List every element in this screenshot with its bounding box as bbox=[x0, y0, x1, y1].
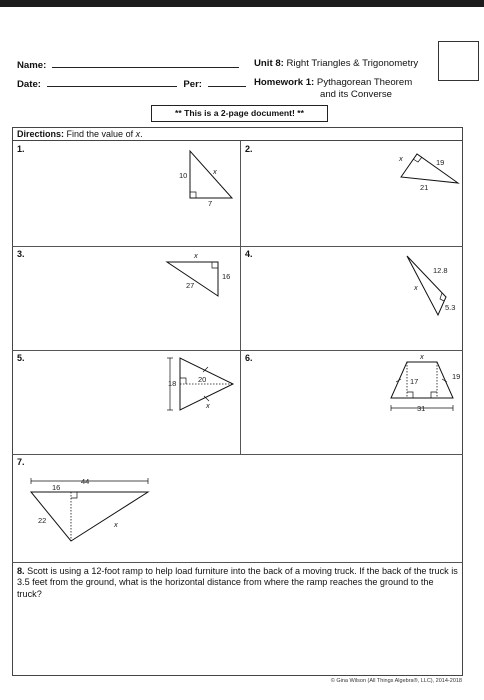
p6-base-31: 31 bbox=[417, 404, 426, 413]
problem-6-trapezoid bbox=[391, 352, 460, 413]
p7-side-x: x bbox=[114, 520, 118, 529]
p6-height-17: 17 bbox=[410, 377, 419, 386]
p6-side-19: 19 bbox=[452, 372, 461, 381]
p5-side-20: 20 bbox=[198, 375, 207, 384]
problem-7-number: 7. bbox=[17, 457, 25, 467]
per-label: Per: bbox=[183, 79, 203, 90]
p5-side-18: 18 bbox=[168, 379, 177, 388]
p7-side-16: 16 bbox=[52, 483, 61, 492]
p4-side-x: x bbox=[414, 283, 418, 292]
p5-side-x: x bbox=[206, 401, 210, 410]
p3-side-16: 16 bbox=[222, 272, 231, 281]
p2-side-19: 19 bbox=[436, 158, 445, 167]
date-label: Date: bbox=[17, 79, 41, 90]
problem-2-number: 2. bbox=[245, 144, 253, 154]
problem-5-number: 5. bbox=[17, 353, 25, 363]
question-8 bbox=[17, 566, 459, 600]
homework-title-line2: and its Converse bbox=[320, 89, 392, 100]
p3-side-27: 27 bbox=[186, 281, 195, 290]
question-8-number: 8. bbox=[17, 566, 25, 576]
problem-5-triangle bbox=[167, 358, 233, 410]
p1-side-x: x bbox=[213, 167, 217, 176]
question-8-text: Scott is using a 12-foot ramp to help load furniture into the back of a moving truck. If the back of the truck is 3.5 feet from the ground, what is the horizontal distance from where the ramp reaches the ground to the truck? bbox=[17, 566, 458, 599]
p3-side-x: x bbox=[194, 251, 198, 260]
problem-3-number: 3. bbox=[17, 249, 25, 259]
two-page-notice: ** This is a 2-page document! ** bbox=[151, 105, 328, 122]
directions-period: . bbox=[140, 129, 143, 139]
problem-7-triangle bbox=[31, 477, 148, 541]
p1-side-10: 10 bbox=[179, 171, 188, 180]
problem-3-triangle bbox=[167, 251, 230, 296]
p2-side-21: 21 bbox=[420, 183, 429, 192]
unit-label: Unit 8: bbox=[254, 58, 284, 69]
problem-4-triangle bbox=[407, 256, 455, 315]
unit-title: Right Triangles & Trigonometry bbox=[286, 58, 419, 69]
directions-label: Directions: bbox=[17, 129, 65, 139]
problem-6-number: 6. bbox=[245, 353, 253, 363]
problem-1-number: 1. bbox=[17, 144, 25, 154]
homework-label: Homework 1: bbox=[254, 77, 315, 88]
name-label: Name: bbox=[17, 60, 47, 71]
p7-side-22: 22 bbox=[38, 516, 47, 525]
problem-4-number: 4. bbox=[245, 249, 253, 259]
problem-2-triangle bbox=[398, 154, 458, 192]
p4-side-12-8: 12.8 bbox=[433, 266, 448, 275]
copyright-footer: © Gina Wilson (All Things Algebra®, LLC), 2014-2018 bbox=[330, 678, 462, 684]
p2-side-x: x bbox=[399, 154, 403, 163]
homework-title-line1: Pythagorean Theorem bbox=[316, 77, 413, 88]
p7-side-44: 44 bbox=[81, 477, 90, 486]
directions-variable: x bbox=[135, 129, 141, 139]
problem-1-triangle bbox=[179, 151, 232, 208]
directions-text: Find the value of bbox=[66, 129, 134, 139]
p6-side-x: x bbox=[420, 352, 424, 361]
p4-side-5-3: 5.3 bbox=[445, 303, 456, 312]
p1-side-7: 7 bbox=[208, 199, 213, 208]
